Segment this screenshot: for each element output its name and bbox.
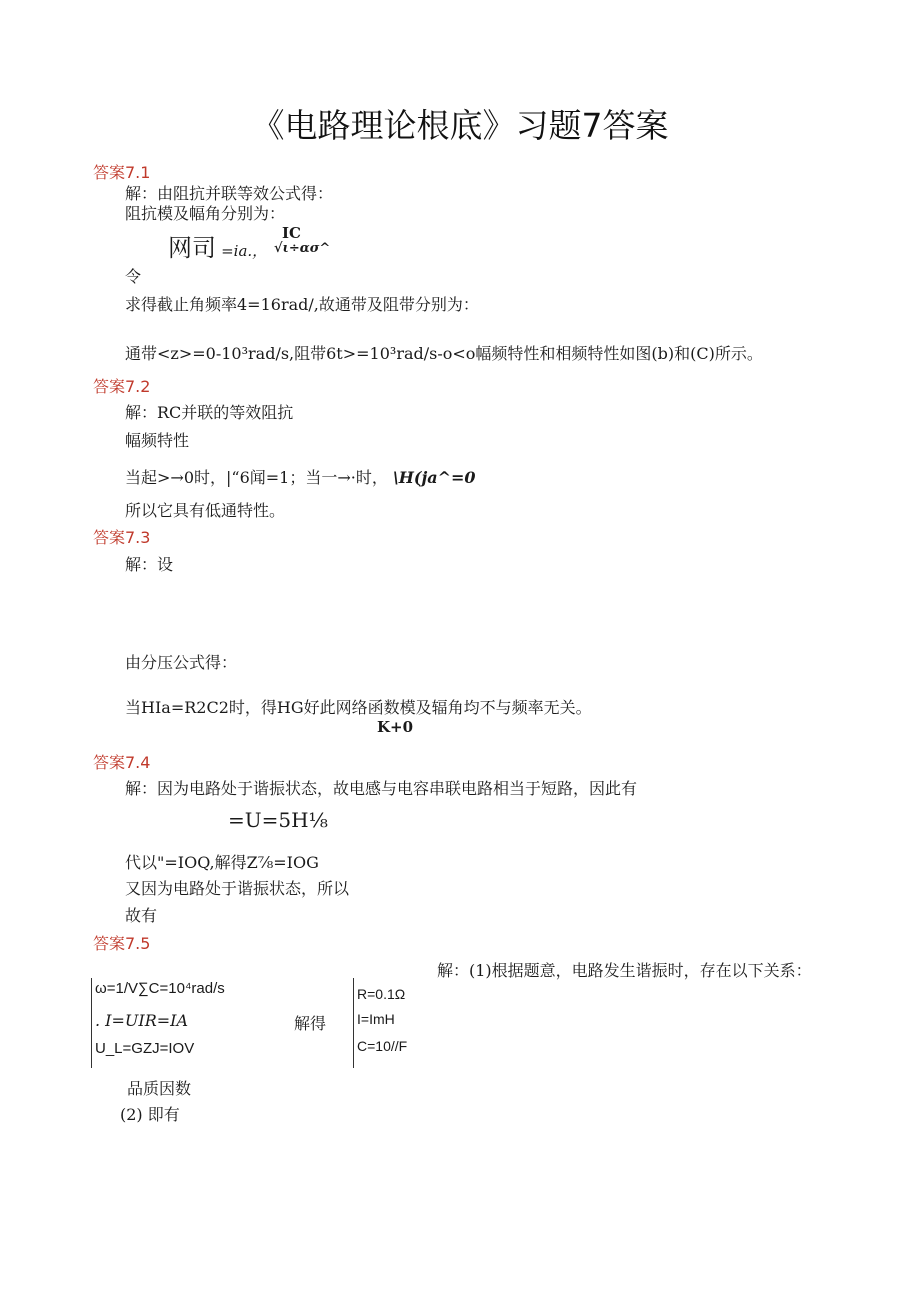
right-equation: R=0.1Ω bbox=[357, 986, 406, 1002]
page-title: 《电路理论根底》习题7答案 bbox=[251, 106, 669, 145]
formula-top: IC bbox=[282, 224, 301, 242]
left-equation: U_L=GZJ=IOV bbox=[95, 1040, 195, 1057]
answer-7-5-heading: 答案7.5 bbox=[93, 934, 151, 953]
formula-part-b: √ι÷ασ^ bbox=[274, 241, 331, 256]
answer-7-5-line-1: 品质因数 bbox=[127, 1079, 192, 1098]
answer-7-2-line-2: 幅频特性 bbox=[125, 431, 190, 450]
answer-7-3-line-1: 解：设 bbox=[125, 555, 174, 574]
right-equation-group bbox=[353, 978, 474, 1068]
answer-7-5-intro: 解：(1)根据题意，电路发生谐振时，存在以下关系： bbox=[437, 961, 812, 980]
answer-7-3-line-4: K+0 bbox=[377, 718, 414, 736]
answer-7-2-line-1: 解：RC并联的等效阻抗 bbox=[125, 403, 294, 422]
answer-7-4-line-3: 又因为电路处于谐振状态，所以 bbox=[125, 879, 350, 898]
answer-7-4-formula: =U=5H⅛ bbox=[228, 808, 328, 832]
right-equation: I=ImH bbox=[357, 1011, 395, 1027]
formula-main: 网司 bbox=[168, 234, 216, 262]
answer-7-4-line-4: 故有 bbox=[125, 906, 158, 925]
answer-7-2-line-3-text: 当起>→0时，|“6闻=1；当一→·时， bbox=[125, 468, 388, 487]
left-equation-group bbox=[91, 978, 292, 1068]
answer-7-1-line-3: 令 bbox=[125, 267, 142, 286]
answer-7-1-formula bbox=[168, 228, 267, 263]
answer-7-5-line-2: (2) 即有 bbox=[120, 1105, 180, 1124]
answer-7-1-line-4: 求得截止角频率4=16rad/,故通带及阻带分别为： bbox=[125, 295, 479, 314]
answer-7-2-line-3 bbox=[125, 465, 476, 488]
answer-7-3-heading: 答案7.3 bbox=[93, 528, 151, 547]
left-equation: . I=UIR=IA bbox=[95, 1011, 189, 1030]
answer-7-4-line-1: 解：因为电路处于谐振状态，故电感与电容串联电路相当于短路，因此有 bbox=[125, 779, 638, 798]
answer-7-2-line-3-formula: \H(ja^=0 bbox=[392, 468, 476, 487]
answer-7-1-line-2: 阻抗模及幅角分别为： bbox=[125, 204, 286, 223]
answer-7-1-line-5: 通带<z>=0-10³rad∕s,阻带6t>=10³rad∕s-o<o幅频特性和相频特性如图(b)和(C)所示。 bbox=[125, 344, 763, 363]
solve-label: 解得 bbox=[294, 1014, 327, 1033]
answer-7-4-line-2: 代以"=IOQ,解得Z⅞=IOG bbox=[125, 853, 319, 872]
formula-part-a: =ia.， bbox=[221, 242, 268, 260]
answer-7-4-heading: 答案7.4 bbox=[93, 753, 151, 772]
answer-7-3-line-2: 由分压公式得： bbox=[125, 653, 238, 672]
right-equation: C=10//F bbox=[357, 1038, 408, 1054]
answer-7-2-heading: 答案7.2 bbox=[93, 377, 151, 396]
answer-7-1-line-1: 解：由阻抗并联等效公式得： bbox=[125, 184, 334, 203]
answer-7-1-heading: 答案7.1 bbox=[93, 163, 151, 182]
left-equation: ω=1/V∑C=10⁴rad/s bbox=[95, 980, 225, 997]
answer-7-2-line-4: 所以它具有低通特性。 bbox=[125, 501, 286, 520]
answer-7-3-line-3: 当HIa=R2C2时，得HG好此网络函数模及辐角均不与频率无关。 bbox=[125, 698, 592, 717]
